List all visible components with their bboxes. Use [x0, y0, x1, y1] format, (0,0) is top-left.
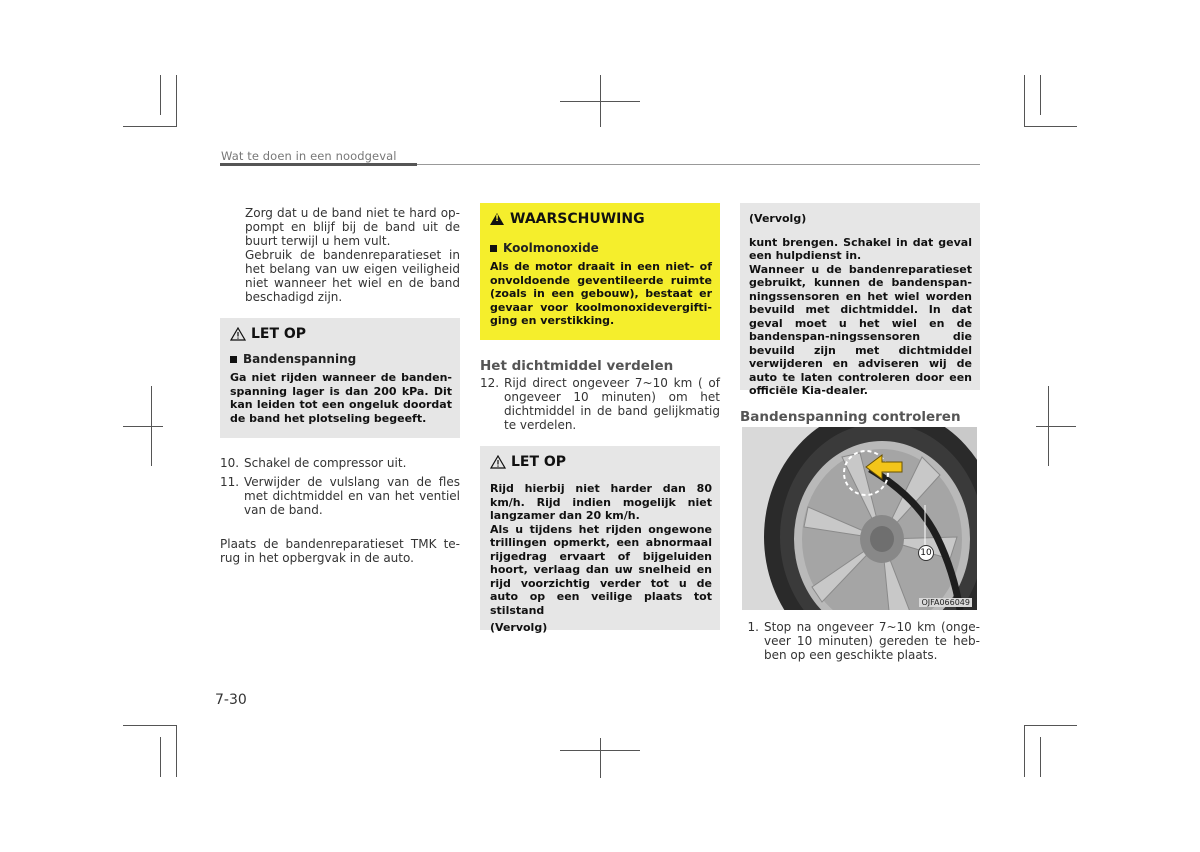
step-text: Schakel de compressor uit.	[244, 456, 407, 470]
caution-box-driving-speed	[480, 446, 720, 634]
tire-pressure-figure	[742, 427, 977, 610]
page-number: 7-30	[215, 692, 247, 708]
continued-label: (Vervolg)	[490, 621, 548, 634]
header-rule-dark	[220, 163, 417, 166]
intro-paragraph-1: Zorg dat u de band niet te hard op-pompt en blijf bij de band uit de buurt terwijl u hem vult.	[245, 206, 460, 248]
warning-triangle-icon	[490, 213, 504, 225]
list-item	[220, 475, 460, 517]
caution-title: LET OP	[230, 326, 452, 342]
warning-subtitle: Koolmonoxide	[490, 241, 712, 255]
section-heading-check-pressure: Bandenspanning controleren	[740, 409, 961, 425]
step-number: 1.	[747, 620, 759, 634]
list-item	[740, 620, 980, 662]
caution-box-tire-pressure	[220, 318, 460, 438]
step-number: 12.	[480, 376, 500, 390]
step-text: Stop na ongeveer 7~10 km (onge-veer 10 minuten) gereden te heb-ben op een geschikte plaats.	[764, 620, 980, 662]
caution-title: LET OP	[490, 454, 712, 470]
step-text: Verwijder de vulslang van de fles met dichtmiddel en van het ventiel van de band.	[244, 475, 460, 517]
steps-list-col3	[740, 620, 980, 662]
closing-paragraph: Plaats de bandenreparatieset TMK te-rug in het opbergvak in de auto.	[220, 537, 460, 565]
figure-code: OJFA066049	[921, 598, 970, 607]
callout-number: 10	[918, 545, 934, 561]
step-number: 10.	[220, 456, 240, 470]
section-header: Wat te doen in een noodgeval	[221, 149, 397, 163]
section-heading: Het dichtmiddel verdelen	[480, 358, 674, 374]
list-item	[480, 376, 720, 432]
warning-body: Als de motor draait in een niet- of onvoldoende geventileerde ruimte (zoals in een gebouw), bestaat er gevaar voor koolmonoxidevergifti-ging en verstikking.	[490, 260, 712, 327]
square-bullet-icon	[230, 356, 237, 363]
caution-body-2: Als u tijdens het rijden ongewone trillingen opmerkt, een abnormaal rijgedrag ervaart of bijgeluiden hoort, verlaag dan uw snelheid en rijd voorzichtig verder tot u de auto op een veilige plaats tot stilstand	[490, 522, 712, 617]
header-rule-light	[417, 164, 980, 165]
column-1	[220, 206, 460, 304]
caution-triangle-icon	[230, 327, 246, 341]
list-item	[220, 456, 460, 470]
step-number: 11.	[220, 475, 240, 489]
tire-illustration	[742, 427, 977, 610]
continued-caution-box	[740, 203, 980, 397]
section-distribute-sealant	[480, 358, 720, 432]
warning-box-carbon-monoxide	[480, 203, 720, 340]
step-text: Rijd direct ongeveer 7~10 km ( of ongeveer 10 minuten) om het dichtmiddel in de band gelijkmatig te verdelen.	[504, 376, 720, 432]
caution-body-1: Rijd hierbij niet harder dan 80 km/h. Rijd indien mogelijk niet langzamer dan 20 km/h.	[490, 482, 712, 522]
caution-subtitle: Bandenspanning	[230, 352, 452, 366]
continued-body-2: Wanneer u de bandenreparatieset gebruikt, kunnen de bandenspan-ningssensoren en het wiel worden bevuild met dichtmiddel. In dat geval moet u het wiel en de bandenspan-ningssensoren die bevuild zijn met dichtmiddel verwijderen en adviseren wij de auto te laten controleren door een officiële Kia-dealer.	[749, 262, 972, 397]
steps-list-col1	[220, 456, 460, 565]
continued-body-1: kunt brengen. Schakel in dat geval een hulpdienst in.	[749, 235, 972, 262]
caution-body: Ga niet rijden wanneer de banden-spanning lager is dan 200 kPa. Dit kan leiden tot een ongeluk doordat de band het plotseling begeeft.	[230, 371, 452, 425]
square-bullet-icon	[490, 245, 497, 252]
warning-title: ! WAARSCHUWING	[490, 211, 712, 227]
intro-paragraph-2: Gebruik de bandenreparatieset in het belang van uw eigen veiligheid niet wanneer het wiel en de band beschadigd zijn.	[245, 248, 460, 304]
caution-triangle-icon	[490, 455, 506, 469]
continued-title: (Vervolg)	[749, 212, 807, 225]
